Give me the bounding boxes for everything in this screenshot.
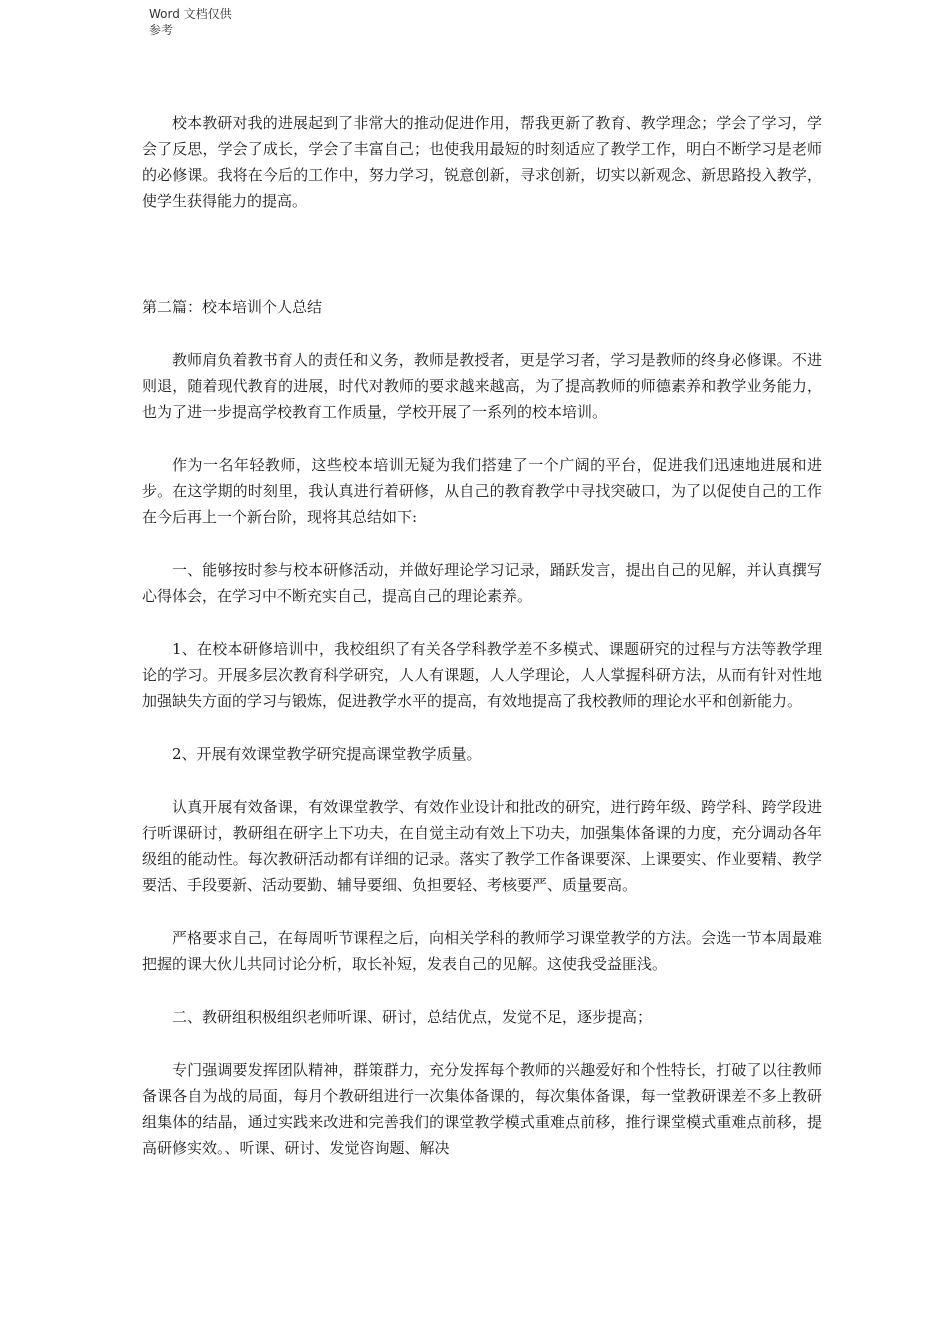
spacer — [142, 714, 822, 741]
body-paragraph: 2、开展有效课堂教学研究提高课堂教学质量。 — [172, 745, 482, 763]
page-header: Word 文档仅供参考 — [149, 7, 232, 37]
spacer — [142, 767, 822, 794]
intro-paragraph: 校本教研对我的进展起到了非常大的推动促进作用，帮我更新了教育、教学理念；学会了学习，学会了反思，学会了成长，学会了丰富自己；也使我用最短的时刻适应了教学工作，明白不断学习是老师的必修课。我将在今后的工作中，努力学习，锐意创新，寻求创新，切实以新观念、新思路投入教学，使学生获得能力的提高。 — [142, 114, 822, 210]
body-paragraph: 严格要求自己，在每周听节课程之后，向相关学科的教师学习课堂教学的方法。会选一节本周最难把握的课大伙儿共同讨论分析，取长补短，发表自己的见解。这使我受益匪浅。 — [142, 929, 822, 973]
spacer — [142, 214, 822, 294]
spacer — [142, 425, 822, 452]
body-paragraph: 认真开展有效备课，有效课堂教学、有效作业设计和批改的研究，进行跨年级、跨学科、跨学段进行听课研讨，教研组在研字上下功夫，在自觉主动有效上下功夫，加强集体备课的力度，充分调动各年级组的能动性。每次教研活动都有详细的记录。落实了教学工作备课要深、上课要实、作业要精、教学要活、手段要新、活动要勤、辅导要细、负担要轻、考核要严、质量要高。 — [142, 798, 822, 894]
spacer — [142, 898, 822, 925]
spacer — [142, 320, 822, 347]
body-paragraph: 作为一名年轻教师，这些校本培训无疑为我们搭建了一个广阔的平台，促进我们迅速地进展和进步。在这学期的时刻里，我认真进行着研修，从自己的教育教学中寻找突破口，为了以促使自己的工作在今后再上一个新台阶，现将其总结如下: — [142, 456, 822, 526]
body-paragraph: 一、能够按时参与校本研修活动，并做好理论学习记录，踊跃发言，提出自己的见解，并认真撰写心得体会，在学习中不断充实自己，提高自己的理论素养。 — [142, 561, 822, 605]
body-paragraph: 二、教研组积极组织老师听课、研讨，总结优点，发觉不足，逐步提高； — [172, 1008, 653, 1026]
body-paragraph: 1、在校本研修培训中，我校组织了有关各学科教学差不多模式、课题研究的过程与方法等教学理论的学习。开展多层次教育科学研究，人人有课题，人人学理论，人人掌握科研方法，从而有针对性地加强缺失方面的学习与锻炼，促进教学水平的提高，有效地提高了我校教师的理论水平和创新能力。 — [142, 640, 822, 710]
section-title: 第二篇：校本培训个人总结 — [142, 298, 323, 316]
body-paragraph: 教师肩负着教书育人的责任和义务，教师是教授者，更是学习者，学习是教师的终身必修课。不进则退，随着现代教育的进展，时代对教师的要求越来越高，为了提高教师的师德素养和教学业务能力，也为了进一步提高学校教育工作质量，学校开展了一系列的校本培训。 — [142, 351, 822, 421]
document-body — [142, 110, 822, 1161]
spacer — [142, 609, 822, 636]
body-paragraph: 专门强调要发挥团队精神，群策群力，充分发挥每个教师的兴趣爱好和个性特长，打破了以往教师备课各自为战的局面，每月个教研组进行一次集体备课的，每次集体备课，每一堂教研课差不多上教研组集体的结晶，通过实践来改进和完善我们的课堂教学模式重难点前移，推行课堂模式重难点前移，提高研修实效。、听课、研讨、发觉咨询题、解决 — [142, 1061, 822, 1157]
spacer — [142, 1030, 822, 1057]
spacer — [142, 977, 822, 1004]
spacer — [142, 530, 822, 557]
